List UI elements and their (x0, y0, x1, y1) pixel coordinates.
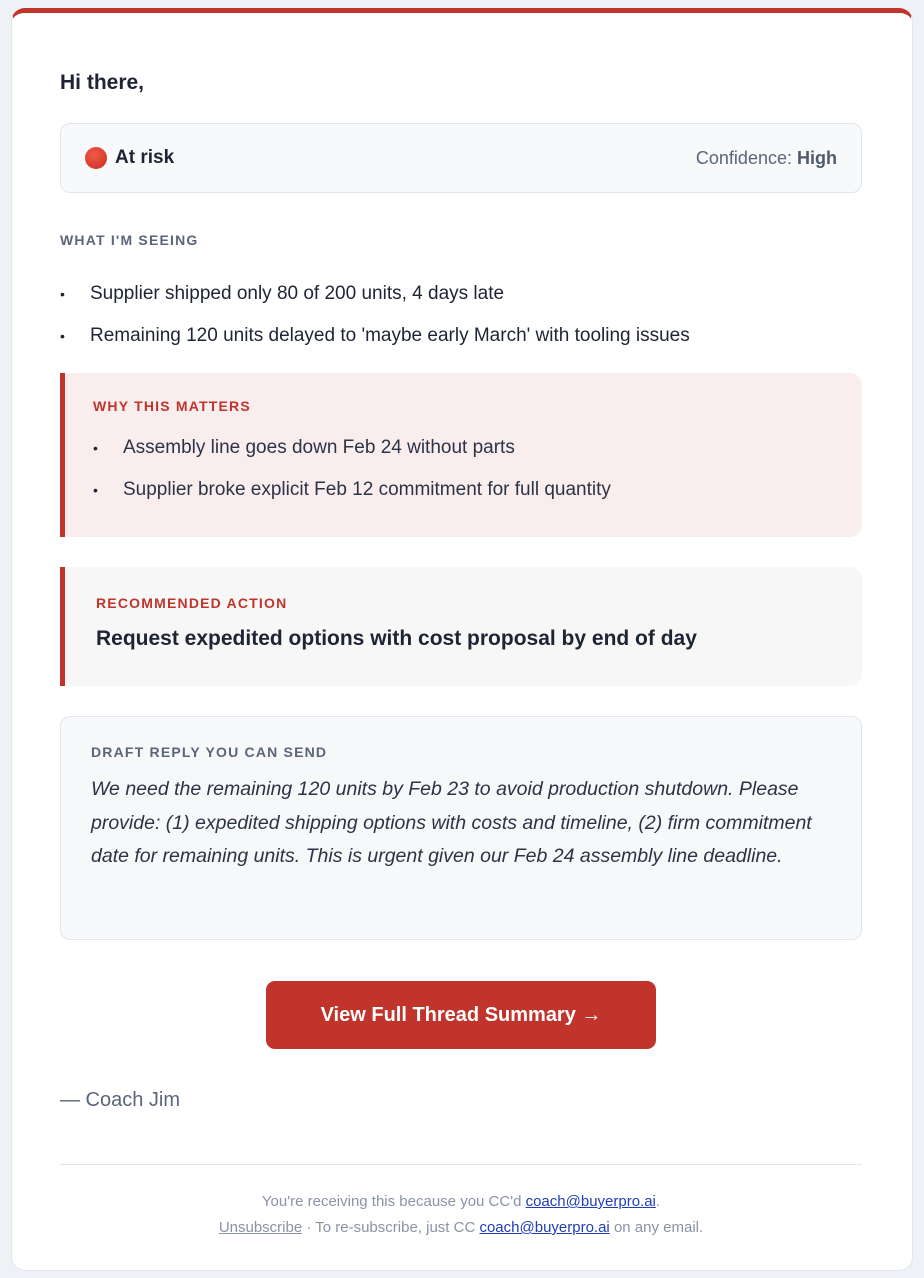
list-item: • Supplier broke explicit Feb 12 commitment for full quantity (93, 477, 834, 519)
confidence-value: High (797, 147, 837, 168)
status-box (60, 123, 862, 193)
action-text: Request expedited options with cost proposal by end of day (96, 627, 697, 650)
divider (60, 1164, 862, 1165)
email-card (11, 8, 913, 1271)
cta-wrapper (60, 981, 862, 1049)
footer-text: . (655, 1193, 661, 1210)
list-item: • Remaining 120 units delayed to 'maybe early March' with tooling issues (60, 323, 862, 365)
footer-line-2 (60, 1215, 862, 1241)
recommended-action-box (60, 567, 862, 686)
why-list (93, 435, 834, 519)
coach-email-link[interactable]: coach@buyerpro.ai (525, 1193, 656, 1210)
draft-text: We need the remaining 120 units by Feb 23 to avoid production shutdown. Please provide: (1) expedited shipping options with costs and timeline, (2) firm commitment date for remaining units. This is urgent given our Feb 24 assembly line deadline. (91, 778, 812, 867)
red-circle-icon (85, 147, 107, 169)
status-indicator (85, 147, 174, 169)
section-label-seeing: WHAT I'M SEEING (60, 232, 199, 248)
confidence (696, 148, 837, 169)
draft-reply-box (60, 716, 862, 940)
greeting: Hi there, (60, 71, 145, 94)
footer-text: · To re-subscribe, just CC (302, 1219, 480, 1236)
section-label-draft: DRAFT REPLY YOU CAN SEND (91, 744, 328, 760)
footer (60, 1189, 862, 1241)
section-label-action: RECOMMENDED ACTION (96, 595, 288, 611)
section-label-why: WHY THIS MATTERS (93, 398, 251, 414)
confidence-label: Confidence: (695, 147, 792, 168)
list-item: • Supplier shipped only 80 of 200 units, 4 days late (60, 281, 862, 323)
unsubscribe-link[interactable]: Unsubscribe (218, 1219, 303, 1236)
list-item: • Assembly line goes down Feb 24 without parts (93, 435, 834, 477)
why-this-matters-box (60, 373, 862, 537)
view-full-thread-summary-button[interactable]: View Full Thread Summary → (266, 981, 656, 1049)
footer-text: on any email. (609, 1219, 704, 1236)
footer-line-1 (60, 1189, 862, 1215)
status-label: At risk (115, 147, 175, 168)
signoff: — Coach Jim (60, 1089, 181, 1111)
seeing-list (60, 281, 862, 365)
footer-text: You're receiving this because you CC'd (261, 1193, 526, 1210)
coach-email-link-2[interactable]: coach@buyerpro.ai (479, 1219, 610, 1236)
